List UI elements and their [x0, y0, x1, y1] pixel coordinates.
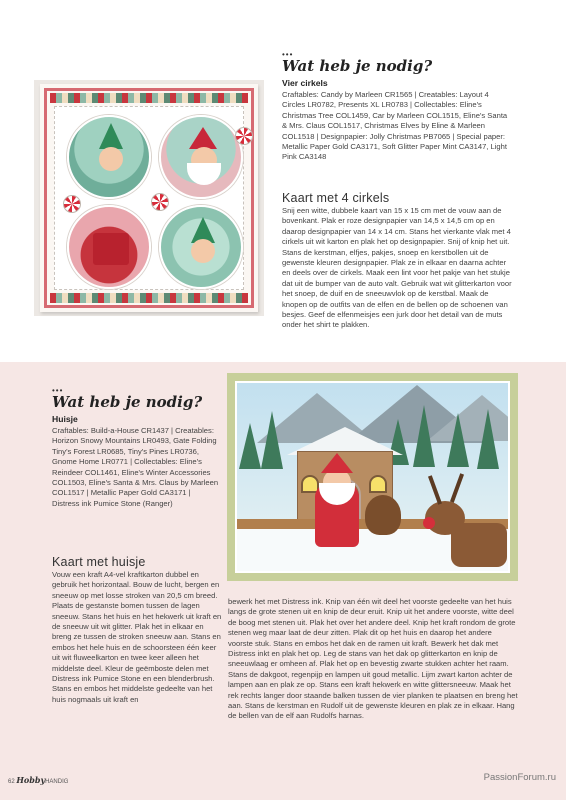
four-circles-card-photo	[34, 80, 264, 316]
article-title: Kaart met 4 cirkels	[282, 191, 390, 205]
heading-dots: •••	[52, 386, 64, 395]
pine-tree-icon	[239, 423, 261, 469]
present-icon	[93, 233, 129, 265]
santa-circle	[159, 115, 243, 199]
pine-tree-icon	[477, 409, 499, 469]
candy-icon	[63, 195, 81, 213]
page-footer	[8, 775, 68, 785]
card-circles-panel	[54, 106, 244, 290]
heading-dots: •••	[282, 50, 294, 59]
antler-icon	[450, 473, 464, 503]
house-card-photo	[227, 373, 518, 581]
pine-tree-icon	[447, 413, 469, 467]
article-body: Snij een witte, dubbele kaart van 15 x 15 cm met de vouw aan de bovenkant. Plak er roze designpapier van 14,5 x 14,5 cm op en daarop designpapier van 14 x 14 cm. Stans het vierkante vlak met 4 cirkels uit wit karton en plak het op designpapier. Snij of knip het uit. Stans de kerstman, elfjes, pakjes, snoep en kerstbollen uit de gewenste kleuren designpapier. Plak ze in elkaar en daarna achter en deels over de cirkels. Maak een lint voor het pakje van het stukje dat uit de bumper van de auto valt. Gebruik wat wit glitterkarton voor het snoep, de duif en de sneeuwvlok op de kerstbal. Maak de knopen op de outfits van de elfen en de bellen op de schoenen van besjes. Geef de elfenmeisjes een jurk door het detail van de muts onder het shirt te plakken.	[282, 206, 512, 330]
pine-tree-icon	[261, 411, 283, 469]
what-you-need-heading: Wat heb je nodig?	[282, 57, 433, 75]
elf-boy-circle	[159, 205, 243, 289]
article-body-column-2: bewerk het met Distress ink. Knip van één wit deel het voorste gedeelte van het huis langs de grote stenen uit en knip de deur eruit. Knip uit het andere voorste, witte deel de boog met stenen uit. Plak het over het andere deel. Knip het kraft rondom de grote stenen weg maar laat de deur zitten. Plak dit op het huis en daarop het andere voorste stuk. Stans en embos het dak en de ramen uit kraft. Bewerk het dak met Distress inkt en plak het op. Leg de stans van het dak op glitterkarton en knip de sneeuwlaag er omheen af. Plak het op en bevestig zwarte stukken achter het raam. Stans de dakgoot, regenpijp en lampen uit goud metallic. Lijm zwart karton achter de lampen aan en plak ze op. Stans een kraft hekwerk en witte glittersneeuw. Maak het rek rechts langer door staande balken tussen de vier planken te plaatsen en breng het aan. Stans de kerstman en Rudolf uit de gewenste kleuren en plak ze in elkaar. Hang de bellen van de elf aan Rudolfs harnas.	[228, 597, 518, 721]
page-number: 62	[8, 779, 15, 785]
antler-icon	[428, 475, 442, 505]
santa-hat-icon	[189, 127, 217, 149]
sack-icon	[365, 495, 401, 535]
materials-list: Craftables: Build-a-House CR1437 | Creatables: Horizon Snowy Mountains LR0493, Gate Folding Tiny's Forest LR0685, Tiny's Pines LR0736, Gnome Home LR0771 | Collectables: Eline's Reindeer COL1461, Eline's Winter Accessories COL1503, Eline's Santa & Mrs. Claus by Marleen COL1517 | Metallic Paper Gold CA3171 | Distress ink Pumice Stone (Ranger)	[52, 426, 219, 508]
reindeer-nose-icon	[423, 517, 435, 529]
santa-hat-icon	[321, 453, 353, 473]
elf-girl-circle	[67, 115, 151, 199]
article-title: Kaart met huisje	[52, 555, 146, 569]
candy-icon	[151, 193, 169, 211]
magazine-logo-suffix: HANDIG	[45, 779, 69, 785]
elf-hat-icon	[99, 123, 123, 149]
winter-scene	[235, 381, 510, 573]
project-subheading: Huisje	[52, 414, 78, 424]
magazine-logo: Hobby	[16, 775, 46, 785]
what-you-need-heading: Wat heb je nodig?	[52, 393, 203, 411]
elf-face-icon	[191, 239, 215, 263]
elf-face-icon	[99, 147, 123, 171]
watermark: PassionForum.ru	[483, 772, 556, 783]
card-base	[40, 84, 258, 312]
project-subheading: Vier cirkels	[282, 78, 328, 88]
santa-beard-icon	[187, 163, 221, 185]
present-circle	[67, 205, 151, 289]
card-bottom-stripe	[50, 293, 248, 303]
materials-list: Craftables: Candy by Marleen CR1565 | Creatables: Layout 4 Circles LR0782, Presents XL LR0783 | Collectables: Eline's Christmas Tree COL1459, Car by Marleen COL1515, Eline's Santa & Mrs. Claus COL1517, Christmas Elves by Eline & Marleen COL1518 | Designpapier: Jolly Christmas PB7065 | Special paper: Metallic Paper Gold CA3171, Soft Glitter Paper Mint CA3147, Light Pink CA3148	[282, 90, 508, 162]
pine-tree-icon	[413, 405, 435, 467]
window-icon	[369, 475, 387, 493]
article-body-column-1: Vouw een kraft A4-vel kraftkarton dubbel en gebruik het horizontaal. Bouw de lucht, bergen en sneeuw op met losse stroken van 20,5 cm breed. Plaats de gestanste bomen tussen de lagen sneeuw. Stans het huis en het hekwerk uit kraft en de sneeuw uit wit glitter. Plak het in elkaar en breng ze tussen de stroken sneeuw aan. Stans en embos het hele huis en de schoorsteen één keer uit wit fluweelkarton en twee keer alleen het middelste deel. Kleur de geëmboste delen met Distress ink Pumice Stone en een blenderbrush. Stans en embos het middelste gedeelte van het huis nogmaals uit kraft en	[52, 570, 222, 704]
ornament-icon	[235, 127, 253, 145]
card-top-stripe	[50, 93, 248, 103]
